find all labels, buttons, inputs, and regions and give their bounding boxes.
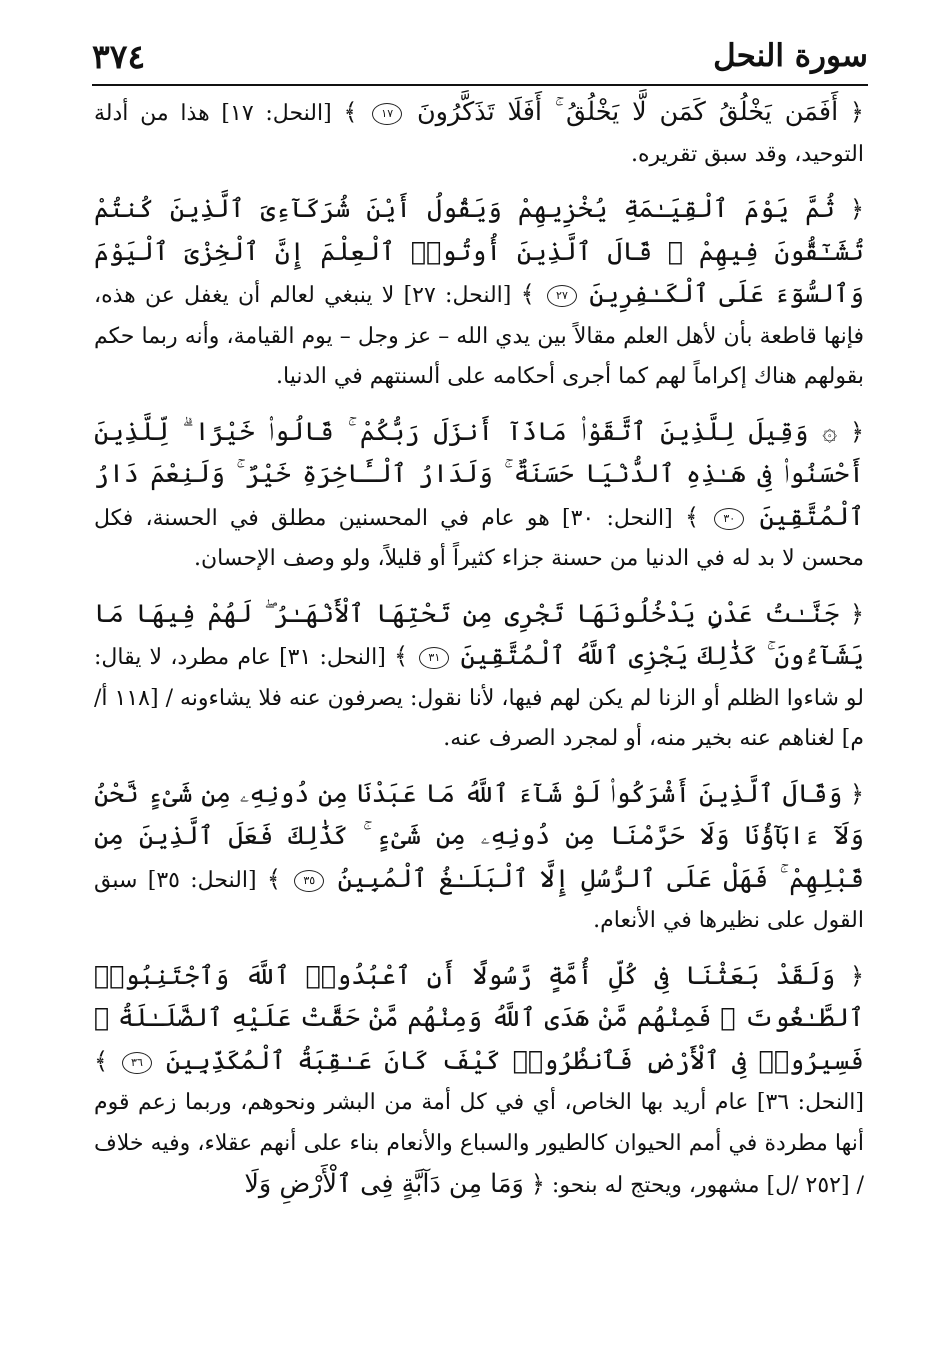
commentary-text: سبق القول على نظيرها في الأنعام. [94, 867, 864, 933]
quran-verse: جَنَّـٰتُ عَدْنٍ يَدْخُلُونَهَا تَجْرِى مِن تَحْتِهَا ٱلْأَنْهَـٰرُ ۖ لَهُمْ فِيهَا مَا يَشَآءُونَ ۚ كَذَٰلِكَ يَجْزِى ٱللَّهُ ٱلْمُتَّقِينَ [94, 598, 865, 671]
verse-reference: [النحل: ٣٠] [562, 505, 673, 531]
quran-verse: ۞ وَقِيلَ لِلَّذِينَ ٱتَّقَوْا۟ مَاذَآ أَنزَلَ رَبُّكُمْ ۚ قَالُوا۟ خَيْرًا ۗ لِّلَّذِينَ أَحْسَنُوا۟ فِى هَـٰذِهِ ٱلدُّنْيَا حَسَنَةٌ ۚ وَلَدَارُ ٱلْـَٔاخِرَةِ خَيْرٌ ۚ وَلَنِعْمَ دَارُ ٱلْمُتَّقِينَ [94, 416, 865, 532]
verse-reference: [النحل: ٣٦] [756, 1090, 864, 1115]
quran-verse: ثُمَّ يَوْمَ ٱلْقِيَـٰمَةِ يُخْزِيهِمْ وَيَقُولُ أَيْنَ شُرَكَآءِىَ ٱلَّذِينَ كُنتُمْ تُشَـٰٓقُّونَ فِيهِمْ ۚ قَالَ ٱلَّذِينَ أُوتُوا۟ ٱلْعِلْمَ إِنَّ ٱلْخِزْىَ ٱلْيَوْمَ وَٱلسُّوٓءَ عَلَى ٱلْكَـٰفِرِينَ [94, 194, 864, 309]
commentary-paragraph [94, 594, 864, 760]
verse-open-bracket: ﴿ [849, 599, 864, 628]
verse-open-bracket: ﴿ [849, 417, 864, 446]
ayah-number-mark: ١٧ [372, 103, 402, 125]
quran-verse-continued: وَمَا مِن دَآبَّةٍ فِى ٱلْأَرْضِ وَلَا [244, 1169, 524, 1199]
ayah-number-mark: ٣٦ [122, 1052, 152, 1074]
verse-close-bracket: ﴾ [94, 1046, 109, 1075]
ayah-number-mark: ٢٧ [547, 285, 577, 307]
verse-open-bracket: ﴿ [849, 779, 864, 808]
verse-close-bracket: ﴾ [266, 864, 281, 893]
commentary-paragraph [94, 92, 864, 175]
quran-verse: وَلَقَدْ بَعَثْنَا فِى كُلِّ أُمَّةٍ رَّسُولًا أَنِ ٱعْبُدُوا۟ ٱللَّهَ وَٱجْتَنِبُوا۟ ٱلطَّـٰغُوتَ ۖ فَمِنْهُم مَّنْ هَدَى ٱللَّهُ وَمِنْهُم مَّنْ حَقَّتْ عَلَيْهِ ٱلضَّلَـٰلَةُ ۚ فَسِيرُوا۟ فِى ٱلْأَرْضِ فَٱنظُرُوا۟ كَيْفَ كَانَ عَـٰقِبَةُ ٱلْمُكَذِّبِينَ [94, 960, 864, 1076]
commentary-paragraph [94, 189, 864, 398]
commentary-text: لا ينبغي لعالم أن يغفل عن هذه، فإنها قاطعة بأن لأهل العلم مقالاً بين يدي الله – عز وجل – يوم القيامة، وأنه ربما حكم بقولهم هناك إكراماً لهم كما أجرى أحكامه على ألسنتهم في الدنيا. [94, 283, 864, 389]
header-rule [92, 84, 868, 86]
commentary-text: هو عام في المحسنين مطلق في الحسنة، فكل محسن لا بد له في الدنيا من حسنة جزاء كثيراً أو قليلاً، ولو وصف الإحسان. [94, 505, 864, 571]
verse-close-bracket: ﴾ [520, 280, 535, 308]
commentary-text: عام أريد بها الخاص، أي في كل أمة من البشر ونحوهم، وربما زعم قوم أنها مطردة في أمم الحيوان كالطيور والسباع والأنعام بناء على أنهم عقلاء، وفيه خلاف / [٢٥٢ /ل] مشهور، ويحتج له بنحو: [94, 1090, 864, 1198]
verse-close-bracket: ﴾ [343, 98, 358, 126]
verse-reference: [النحل: ٣١] [279, 645, 386, 670]
verse-close-bracket: ﴾ [394, 642, 409, 670]
verse-reference: [النحل: ٢٧] [403, 283, 512, 308]
page-header [92, 30, 868, 82]
page-body [94, 92, 864, 1360]
verse-reference: [النحل: ١٧] [221, 101, 332, 126]
commentary-paragraph [94, 956, 864, 1207]
verse-open-bracket: ﴿ [530, 1170, 545, 1198]
verse-close-bracket: ﴾ [684, 502, 700, 531]
quran-verse: وَقَالَ ٱلَّذِينَ أَشْرَكُوا۟ لَوْ شَآءَ ٱللَّهُ مَا عَبَدْنَا مِن دُونِهِۦ مِن شَىْءٍ نَّحْنُ وَلَآ ءَابَآؤُنَا وَلَا حَرَّمْنَا مِن دُونِهِۦ مِن شَىْءٍ ۚ كَذَٰلِكَ فَعَلَ ٱلَّذِينَ مِن قَبْلِهِمْ ۚ فَهَلْ عَلَى ٱلرُّسُلِ إِلَّا ٱلْبَلَـٰغُ ٱلْمُبِينُ [94, 778, 865, 894]
ayah-number-mark: ٣١ [419, 647, 449, 669]
verse-open-bracket: ﴿ [849, 961, 864, 990]
page-number: ٣٧٤ [92, 36, 146, 76]
ayah-number-mark: ٣٠ [714, 508, 744, 530]
commentary-text: هذا من أدلة التوحيد، وقد سبق تقريره. [94, 101, 864, 167]
ayah-number-mark: ٣٥ [294, 870, 324, 892]
surah-title: سورة النحل [713, 38, 868, 74]
quran-verse: أَفَمَن يَخْلُقُ كَمَن لَّا يَخْلُقُ ۚ أَفَلَا تَذَكَّرُونَ [416, 97, 839, 127]
verse-open-bracket: ﴿ [849, 195, 864, 223]
verse-reference: [النحل: ٣٥] [147, 867, 257, 893]
verse-open-bracket: ﴿ [849, 98, 864, 126]
commentary-text: عام مطرد، لا يقال: لو شاءوا الظلم أو الزنا لم يكن لهم فيها، لأنا نقول: يصرفون عنه فلا يشاءونه / [١١٨ أ/ م] لغناهم عنه بخير منه، أو لمجرد الصرف عنه. [94, 645, 864, 751]
commentary-paragraph [94, 412, 864, 580]
commentary-paragraph [94, 774, 864, 942]
